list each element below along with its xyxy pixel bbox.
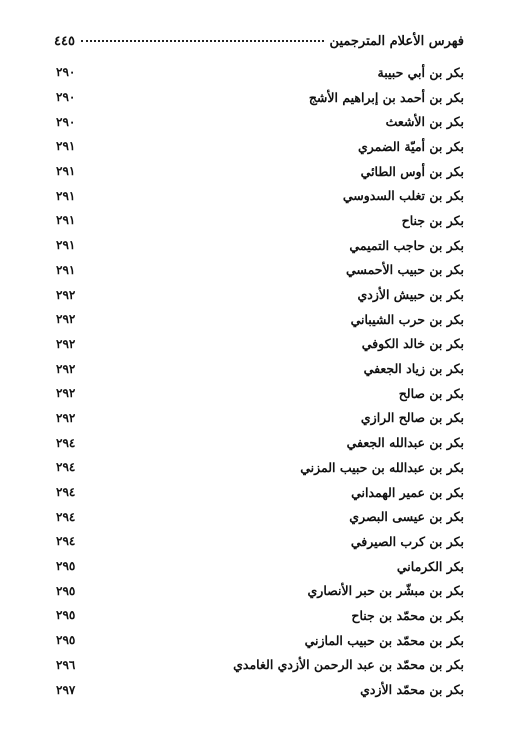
list-item (56, 504, 464, 529)
page-title: فهرس الأعلام المترجمين (329, 34, 464, 49)
entry-name: بكر بن مبشّر بن حبر الأنصاري (307, 583, 464, 599)
list-item (56, 332, 464, 357)
entry-page-number: ٢٩١ (56, 213, 76, 228)
entry-page-number: ٢٩٢ (56, 312, 76, 327)
entry-page-number: ٢٩٢ (56, 336, 76, 351)
entry-page-number: ٢٩١ (56, 188, 76, 203)
entry-name: بكر بن صالح الرازي (360, 410, 464, 426)
entry-name: بكر بن صالح (398, 385, 464, 401)
entry-name: بكر بن تغلب السدوسي (342, 188, 464, 204)
list-item (56, 233, 464, 258)
entry-page-number: ٢٩٠ (56, 90, 76, 105)
page-header (54, 34, 464, 56)
list-item (56, 208, 464, 233)
entry-page-number: ٢٩١ (56, 139, 76, 154)
entry-page-number: ٢٩٤ (56, 534, 76, 549)
entry-page-number: ٢٩٢ (56, 386, 76, 401)
entry-name: بكر بن كرب الصيرفي (350, 533, 464, 549)
list-item (56, 603, 464, 628)
list-item (56, 480, 464, 505)
entry-page-number: ٢٩٥ (56, 559, 76, 574)
entry-name: بكر بن أحمد بن إبراهيم الأشج (308, 89, 464, 105)
entry-name: بكر بن الأشعث (385, 114, 464, 130)
list-item (56, 529, 464, 554)
list-item (56, 282, 464, 307)
entry-name: بكر بن أميّة الضمري (358, 138, 464, 154)
list-item (56, 159, 464, 184)
list-item (56, 85, 464, 110)
entry-page-number: ٢٩٥ (56, 608, 76, 623)
entry-name: بكر بن عيسى البصري (349, 509, 464, 525)
list-item (56, 134, 464, 159)
entry-name: بكر بن حبيب الأحمسي (346, 262, 464, 278)
entry-page-number: ٢٩١ (56, 164, 76, 179)
entry-name: بكر بن أبي حبيبة (377, 64, 464, 80)
dot-leader (81, 40, 324, 42)
entry-name: بكر بن محمّد الأزدي (360, 682, 464, 698)
entry-page-number: ٢٩٦ (56, 657, 76, 672)
entry-page-number: ٢٩٢ (56, 361, 76, 376)
entry-name: بكر بن خالد الكوفي (361, 336, 464, 352)
list-item (56, 60, 464, 85)
entry-page-number: ٢٩٤ (56, 509, 76, 524)
entry-name: بكر بن حبيش الأزدي (357, 287, 464, 303)
list-item (56, 578, 464, 603)
list-item (56, 554, 464, 579)
entry-page-number: ٢٩٤ (56, 460, 76, 475)
list-item (56, 307, 464, 332)
entry-page-number: ٢٩١ (56, 238, 76, 253)
list-item (56, 455, 464, 480)
entry-name: بكر بن عبدالله الجعفي (346, 435, 464, 451)
list-item (56, 677, 464, 702)
list-item (56, 356, 464, 381)
entry-page-number: ٢٩٧ (56, 682, 76, 697)
entry-page-number: ٢٩٥ (56, 633, 76, 648)
list-item (56, 109, 464, 134)
entry-name: بكر بن جناح (401, 212, 464, 228)
entry-page-number: ٢٩٤ (56, 435, 76, 450)
entry-page-number: ٢٩١ (56, 262, 76, 277)
entry-name: بكر بن زياد الجعفي (363, 361, 464, 377)
entry-page-number: ٢٩٢ (56, 287, 76, 302)
entry-name: بكر بن عمير الهمداني (351, 484, 464, 500)
entry-name: بكر بن أوس الطائي (360, 163, 464, 179)
entry-page-number: ٢٩٥ (56, 583, 76, 598)
entry-page-number: ٢٩٢ (56, 410, 76, 425)
entry-name: بكر بن حرب الشيباني (350, 311, 464, 327)
entry-name: بكر بن محمّد بن عبد الرحمن الأزدي الغامدي (233, 657, 464, 673)
list-item (56, 628, 464, 653)
list-item (56, 258, 464, 283)
entry-name: بكر بن محمّد بن حبيب المازني (304, 632, 464, 648)
page-number: ٤٤٥ (54, 34, 75, 49)
entry-page-number: ٢٩٠ (56, 65, 76, 80)
entry-page-number: ٢٩٠ (56, 114, 76, 129)
entry-name: بكر بن محمّد بن جناح (351, 607, 464, 623)
list-item (56, 430, 464, 455)
list-item (56, 183, 464, 208)
entry-name: بكر الكرماني (396, 558, 464, 574)
list-item (56, 653, 464, 678)
entry-name: بكر بن حاجب التميمي (349, 237, 464, 253)
entry-page-number: ٢٩٤ (56, 485, 76, 500)
list-item (56, 381, 464, 406)
index-list (56, 60, 464, 702)
list-item (56, 406, 464, 431)
entry-name: بكر بن عبدالله بن حبيب المزني (300, 459, 464, 475)
